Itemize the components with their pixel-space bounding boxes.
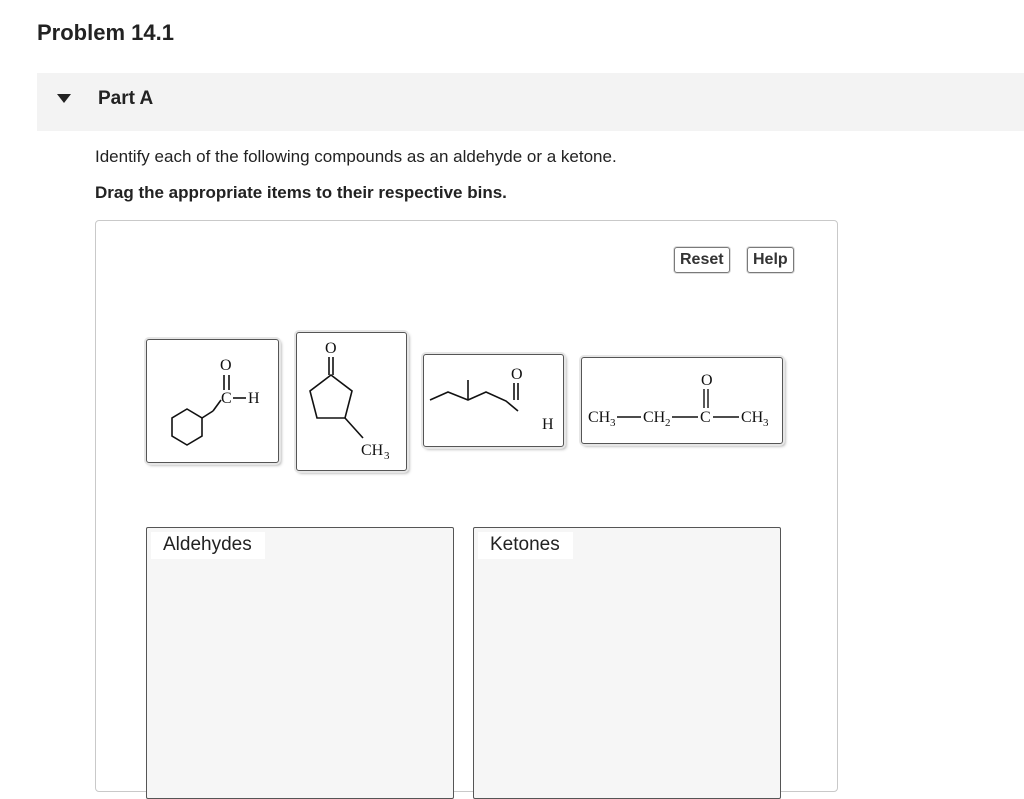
cyclohexanecarbaldehyde-structure [147, 340, 278, 462]
atom-subscript-3: 3 [763, 417, 769, 429]
atom-ch-2: CH [643, 409, 666, 426]
bin-ketones[interactable] [473, 527, 781, 799]
problem-title: Problem 14.1 [37, 20, 174, 45]
draggable-item-2-methylcyclopentanone[interactable] [296, 332, 407, 471]
atom-c: C [221, 390, 232, 407]
atom-ch: CH [361, 442, 384, 459]
atom-c: C [700, 409, 711, 426]
bin-label-ketones: Ketones [478, 532, 573, 559]
instruction-bold-text: Drag the appropriate items to their respective bins. [95, 183, 507, 202]
atom-o: O [220, 357, 232, 374]
atom-subscript: 3 [384, 450, 390, 462]
drag-drop-workspace [95, 220, 838, 792]
atom-o: O [701, 372, 713, 389]
2-methylcyclopentanone-structure [297, 333, 406, 470]
2-methylbutanal-structure [424, 355, 563, 446]
atom-subscript-1: 3 [610, 417, 616, 429]
atom-o: O [325, 340, 337, 357]
draggable-item-cyclohexanecarbaldehyde[interactable] [146, 339, 279, 463]
draggable-item-butanone[interactable] [581, 357, 783, 444]
atom-subscript-2: 2 [665, 417, 671, 429]
bin-aldehydes[interactable] [146, 527, 454, 799]
atom-h: H [248, 390, 260, 407]
part-a-header[interactable] [37, 73, 1024, 131]
atom-h: H [542, 416, 554, 433]
caret-down-icon[interactable] [57, 94, 71, 103]
bin-label-aldehydes: Aldehydes [151, 532, 265, 559]
reset-button[interactable]: Reset [674, 247, 730, 273]
draggable-item-2-methylbutanal[interactable] [423, 354, 564, 447]
atom-ch-1: CH [588, 409, 611, 426]
butanone-structure [582, 358, 782, 443]
atom-ch-3: CH [741, 409, 764, 426]
help-button[interactable]: Help [747, 247, 794, 273]
part-label: Part A [98, 88, 154, 109]
instruction-text: Identify each of the following compounds as an aldehyde or a ketone. [95, 147, 617, 166]
atom-o: O [511, 366, 523, 383]
